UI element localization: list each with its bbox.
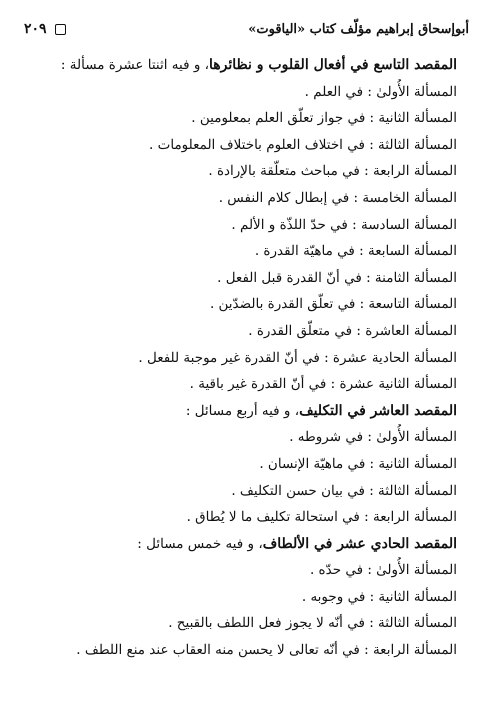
- list-item: المسألة الأُولىٰ : في العلم .: [304, 83, 457, 100]
- list-item: المسألة الثالثة : في بيان حسن التكليف .: [231, 482, 457, 499]
- section-heading: [34, 398, 457, 425]
- list-item: المسألة الثانية : في ماهيّة الإنسان .: [259, 455, 457, 472]
- list-item: المسألة الخامسة : في إبطال كلام النفس .: [218, 189, 457, 206]
- section-heading-title: المقصد التاسع في أفعال القلوب و نظائرها: [209, 57, 457, 73]
- list-item: المسألة الثالثة : في اختلاف العلوم باختلاف المعلومات .: [149, 136, 457, 153]
- list-item: المسألة السادسة : في حدّ اللذّة و الألم .: [231, 216, 457, 233]
- section-heading: [34, 52, 457, 79]
- list-item: المسألة الثانية عشرة : في أنّ القدرة غير باقية .: [189, 376, 457, 393]
- list-item: المسألة الثانية : في وجوبه .: [301, 588, 457, 605]
- list-item: المسألة العاشرة : في متعلّق القدرة .: [248, 322, 457, 339]
- list-item: المسألة الرابعة : في أنّه تعالى لا يحسن منه العقاب عند منع اللطف .: [76, 642, 457, 659]
- list-item: المسألة الثامنة : في أنّ القدرة قبل الفعل .: [217, 269, 457, 286]
- section-heading: [34, 531, 457, 558]
- running-title: أبوإسحاق إبراهيم مؤلّف كتاب «الياقوت»: [248, 21, 469, 37]
- section-heading-title: المقصد العاشر في التكليف: [299, 402, 457, 419]
- section-heading-rest: ، و فيه اثنتا عشرة مسألة :: [60, 57, 209, 73]
- list-item: المسألة الأُولىٰ : في حدّه .: [309, 562, 457, 579]
- folio: [24, 21, 76, 37]
- list-item: المسألة الحادية عشرة : في أنّ القدرة غير موجبة للفعل .: [138, 349, 457, 366]
- list-item: المسألة الثانية : في جواز تعلّق العلم بمعلومين .: [191, 110, 457, 127]
- list-item: المسألة الأُولىٰ : في شروطه .: [289, 429, 457, 446]
- section-heading-title: المقصد الحادي عشر في الألطاف: [262, 535, 457, 552]
- list-item: المسألة السابعة : في ماهيّة القدرة .: [254, 243, 457, 260]
- list-item: المسألة الرابعة : في مباحث متعلّقة بالإرادة .: [208, 163, 457, 180]
- separator-box-icon: [55, 24, 66, 35]
- page-number: ٢٠٩: [24, 21, 47, 37]
- list-item: المسألة الرابعة : في استحالة تكليف ما لا يُطاق .: [186, 509, 457, 526]
- page-body: [34, 52, 457, 664]
- list-item: المسألة الثالثة : في أنّه لا يجوز فعل اللطف بالقبيح .: [168, 615, 457, 632]
- section-heading-rest: ، و فيه أربع مسائل :: [185, 402, 300, 419]
- page-header: [24, 18, 469, 40]
- list-item: المسألة التاسعة : في تعلّق القدرة بالضدّين .: [209, 296, 457, 313]
- section-heading-rest: ، و فيه خمس مسائل :: [137, 535, 263, 552]
